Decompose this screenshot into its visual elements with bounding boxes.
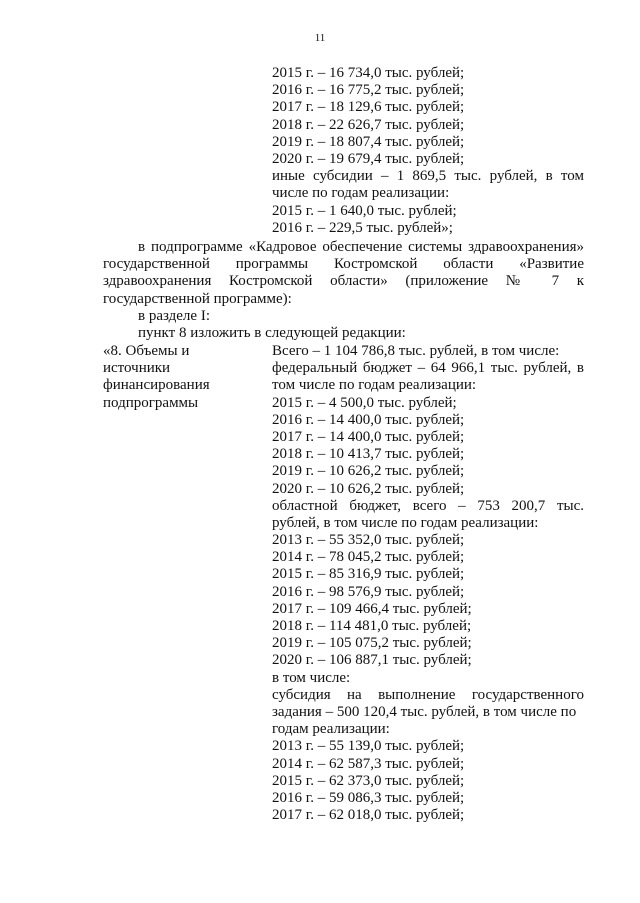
label-line: «8. Объемы и [103,343,190,359]
list-item: 2017 г. – 18 129,6 тыс. рублей; [272,99,465,116]
list-item: 2016 г. – 14 400,0 тыс. рублей; [272,411,465,428]
list-item: 2019 г. – 18 807,4 тыс. рублей; [272,133,465,150]
list-item: 2015 г. – 1 640,0 тыс. рублей; [272,202,457,219]
amendment-line: государственной программе): [103,290,292,307]
including-line: в том числе: [272,669,351,686]
list-item: 2016 г. – 16 775,2 тыс. рублей; [272,82,465,99]
total-line: Всего – 1 104 786,8 тыс. рублей, в том числе: [272,343,560,359]
label-line: подпрограммы [103,394,199,411]
amendment-section: в разделе I: [138,307,210,324]
list-item: 2015 г. – 16 734,0 тыс. рублей; [272,65,465,81]
subsidy-line: субсидия на выполнение государственного [272,686,584,703]
label-line: источники [103,360,171,377]
amendment-paragraph [103,239,584,342]
list-item: 2017 г. – 14 400,0 тыс. рублей; [272,428,465,445]
list-item: 2016 г. – 59 086,3 тыс. рублей; [272,789,465,806]
list-item: 2020 г. – 106 887,1 тыс. рублей; [272,652,472,669]
amendment-item: пункт 8 изложить в следующей редакции: [138,324,406,341]
funding-value-column [272,343,584,824]
list-item: 2020 г. – 19 679,4 тыс. рублей; [272,151,465,168]
other-subsidies-line: иные субсидии – 1 869,5 тыс. рублей, в том [272,168,584,185]
federal-budget-line: том числе по годам реализации: [272,377,477,394]
amendment-line: в подпрограмме «Кадровое обеспечение системы здравоохранения» [138,239,584,255]
list-item: 2015 г. – 4 500,0 тыс. рублей; [272,394,457,411]
other-subsidies-line: числе по годам реализации: [272,185,450,202]
list-item: 2020 г. – 10 626,2 тыс. рублей; [272,480,465,497]
list-item: 2019 г. – 105 075,2 тыс. рублей; [272,635,472,652]
list-item: 2019 г. – 10 626,2 тыс. рублей; [272,463,465,480]
regional-budget-line: рублей, в том числе по годам реализации: [272,514,539,531]
label-line: финансирования [103,377,210,394]
subsidy-line: задания – 500 120,4 тыс. рублей, в том числе по [272,703,577,720]
amendment-line: здравоохранения Костромской области» (приложение № 7 к [103,273,584,290]
page-number: 11 [314,32,326,44]
list-item: 2016 г. – 229,5 тыс. рублей»; [272,219,453,236]
subsidy-line: годам реализации: [272,721,390,738]
list-item: 2017 г. – 109 466,4 тыс. рублей; [272,600,472,617]
list-item: 2014 г. – 62 587,3 тыс. рублей; [272,755,465,772]
list-item: 2013 г. – 55 352,0 тыс. рублей; [272,532,465,549]
list-item: 2014 г. – 78 045,2 тыс. рублей; [272,549,465,566]
federal-budget-line: федеральный бюджет – 64 966,1 тыс. рублей, в [272,360,584,377]
list-item: 2017 г. – 62 018,0 тыс. рублей; [272,807,465,824]
list-item: 2015 г. – 62 373,0 тыс. рублей; [272,772,465,789]
list-item: 2018 г. – 10 413,7 тыс. рублей; [272,446,465,463]
list-item: 2018 г. – 22 626,7 тыс. рублей; [272,116,465,133]
amendment-line: государственной программы Костромской области «Развитие [103,256,584,273]
list-item: 2018 г. – 114 481,0 тыс. рублей; [272,618,472,634]
list-item: 2013 г. – 55 139,0 тыс. рублей; [272,738,465,755]
list-item: 2015 г. – 85 316,9 тыс. рублей; [272,566,465,583]
continued-funding-list [272,65,584,237]
list-item: 2016 г. – 98 576,9 тыс. рублей; [272,583,465,600]
funding-label-column [103,343,263,412]
regional-budget-line: областной бюджет, всего – 753 200,7 тыс. [272,497,584,514]
